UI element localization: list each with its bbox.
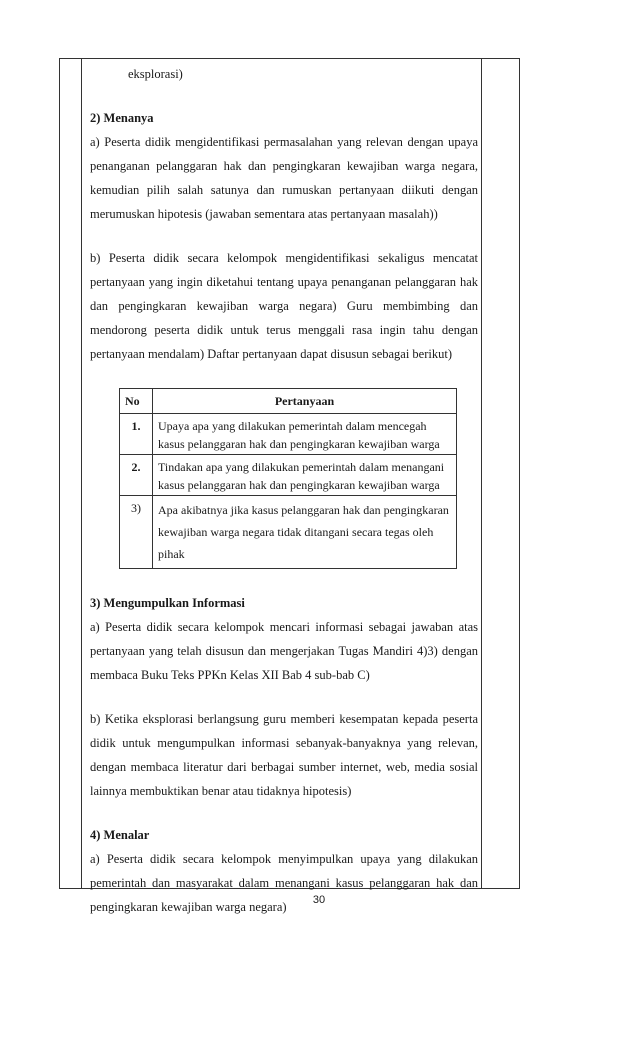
lesson-content xyxy=(90,58,478,919)
section-2-heading: 2) Menanya xyxy=(90,111,154,125)
row-number: 1. xyxy=(120,414,153,455)
page-number: 30 xyxy=(312,894,326,906)
header-no: No xyxy=(120,389,153,414)
section-4-heading: 4) Menalar xyxy=(90,828,150,842)
table-row xyxy=(120,455,457,496)
question-text: Apa akibatnya jika kasus pelanggaran hak dan pengingkaran kewajiban warga negara tidak ditangani secara tegas oleh pihak xyxy=(158,503,449,561)
row-question xyxy=(153,414,457,455)
row-number: 3) xyxy=(120,496,153,569)
section-4-paragraph-a: a) Peserta didik secara kelompok menyimpulkan upaya yang dilakukan pemerintah dan masyarakat dalam menangani kasus pelanggaran hak dan pengingkaran kewajiban warga negara) xyxy=(90,852,478,914)
section-2-paragraph-b: b) Peserta didik secara kelompok mengidentifikasi sekaligus mencatat pertanyaan yang ingin diketahui tentang upaya penanganan pelanggaran hak dan pengingkaran kewajiban warga negara) Guru membimbing dan mendorong peserta didik untuk terus menggali rasa ingin tahu dengan pertanyaan mendalam) Daftar pertanyaan dapat disusun sebagai berikut) xyxy=(90,251,478,361)
continued-text: eksplorasi) xyxy=(128,67,183,81)
row-question xyxy=(153,496,457,569)
question-text: Tindakan apa yang dilakukan pemerintah dalam menangani kasus pelanggaran hak dan pengingkaran kewajiban warga xyxy=(158,460,445,492)
section-3-paragraph-a: a) Peserta didik secara kelompok mencari informasi sebagai jawaban atas pertanyaan yang telah disusun dan mengerjakan Tugas Mandiri 4)3) dengan membaca Buku Teks PPKn Kelas XII Bab 4 sub-bab C) xyxy=(90,620,478,682)
table-row xyxy=(120,414,457,455)
header-question: Pertanyaan xyxy=(153,389,457,414)
questions-table-header xyxy=(120,389,457,414)
questions-table xyxy=(119,388,457,569)
row-number: 2. xyxy=(120,455,153,496)
right-column-divider xyxy=(481,59,482,888)
section-3-paragraph-b: b) Ketika eksplorasi berlangsung guru memberi kesempatan kepada peserta didik untuk mengumpulkan informasi sebanyak-banyaknya yang relevan, dengan membaca literatur dari berbagai sumber internet, web, media sosial lainnya membuktikan benar atau tidaknya hipotesis) xyxy=(90,712,478,798)
question-text: Upaya apa yang dilakukan pemerintah dalam mencegah kasus pelanggaran hak dan pengingkaran kewajiban warga xyxy=(158,419,440,451)
table-row xyxy=(120,496,457,569)
section-2-paragraph-a: a) Peserta didik mengidentifikasi permasalahan yang relevan dengan upaya penanganan pelanggaran hak dan pengingkaran kewajiban warga negara, kemudian pilih salah satunya dan rumuskan pertanyaan diikuti dengan merumuskan hipotesis (jawaban sementara atas pertanyaan masalah)) xyxy=(90,135,478,221)
row-question xyxy=(153,455,457,496)
section-3-heading: 3) Mengumpulkan Informasi xyxy=(90,596,245,610)
left-column-divider xyxy=(81,59,82,888)
